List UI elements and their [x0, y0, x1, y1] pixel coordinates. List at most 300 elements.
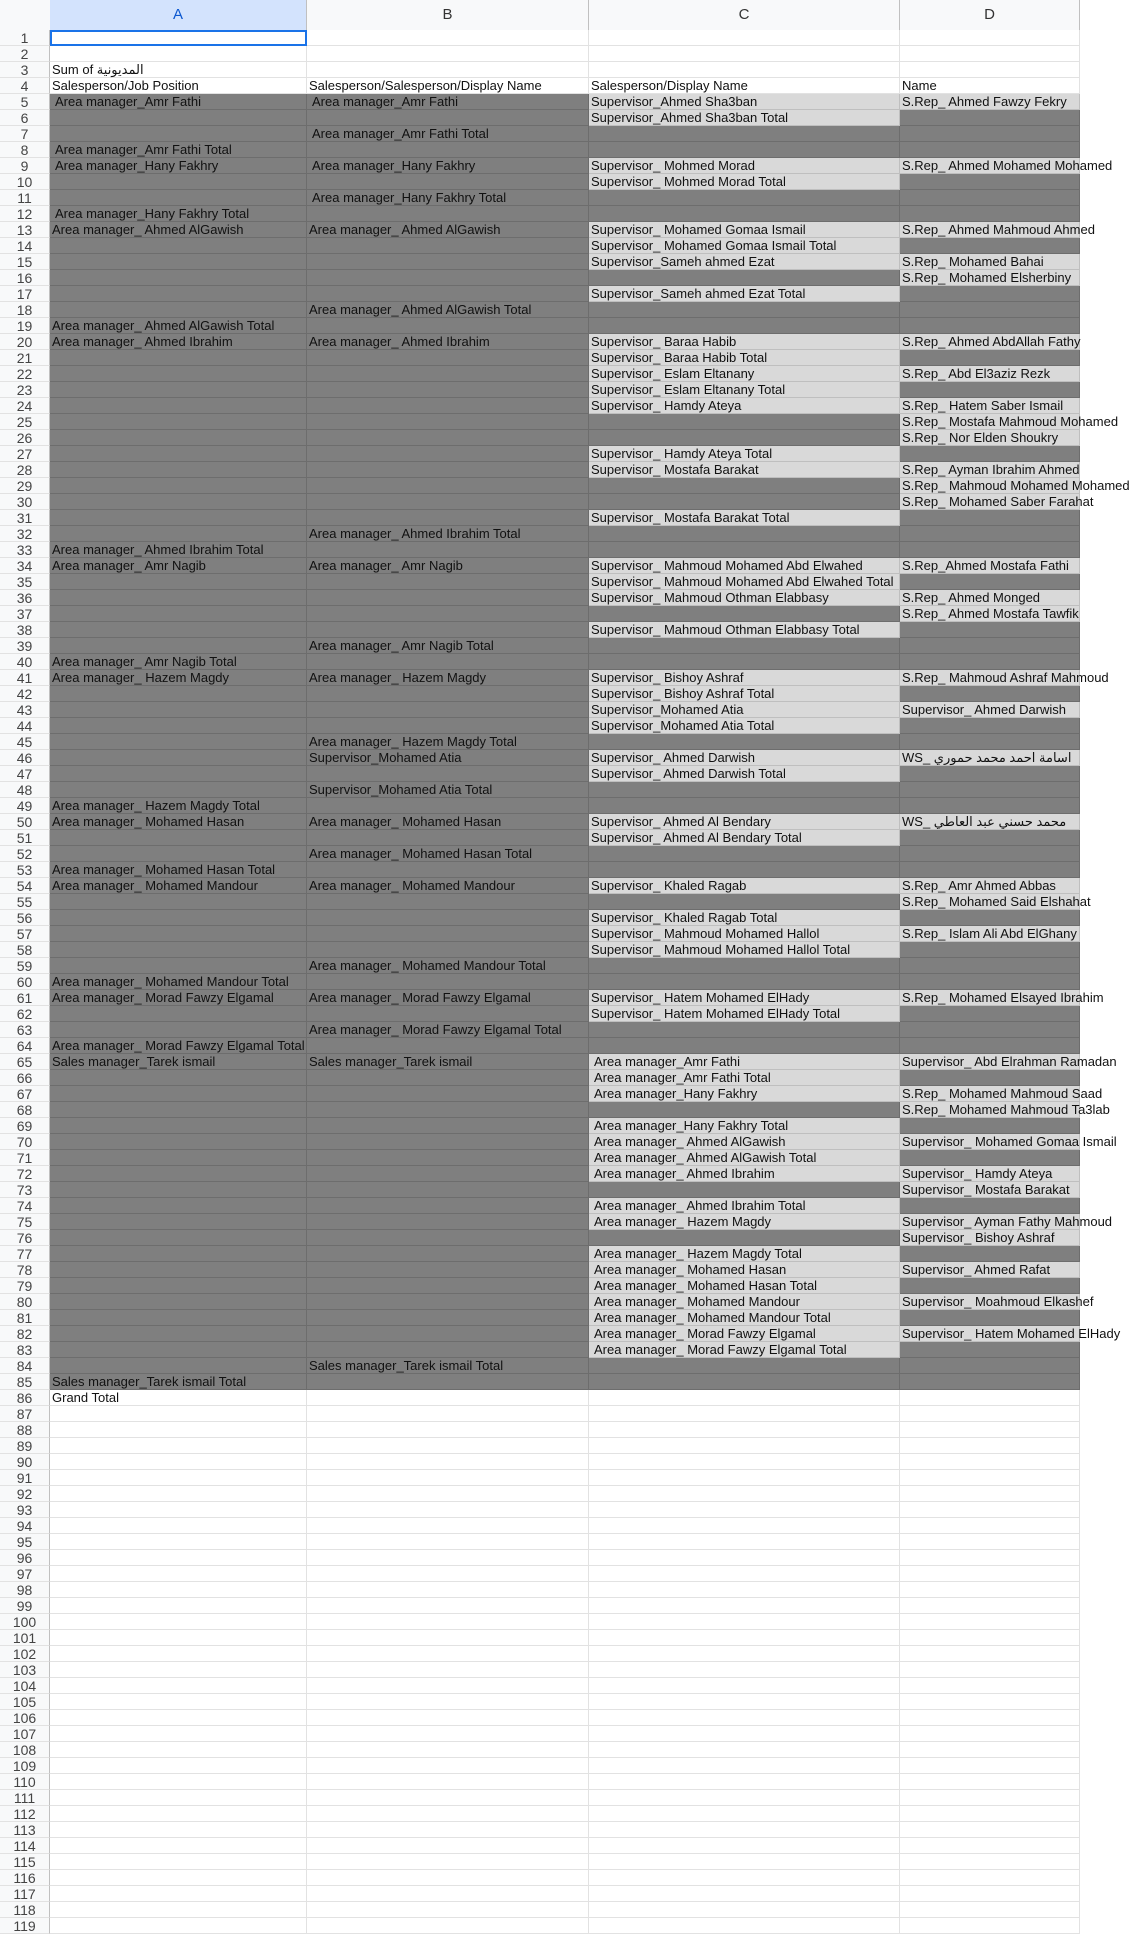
cell-b[interactable] — [307, 1470, 589, 1486]
cell-c[interactable]: Supervisor_ Khaled Ragab — [589, 878, 900, 894]
cell-a[interactable] — [50, 1566, 307, 1582]
cell-c[interactable] — [589, 1646, 900, 1662]
cell-b[interactable] — [307, 1454, 589, 1470]
row-number[interactable]: 88 — [0, 1422, 50, 1438]
cell-a[interactable] — [50, 702, 307, 718]
cell-c[interactable] — [589, 1470, 900, 1486]
cell-d[interactable] — [900, 1278, 1080, 1294]
cell-b[interactable] — [307, 894, 589, 910]
cell-a[interactable] — [50, 1630, 307, 1646]
row-number[interactable]: 5 — [0, 94, 50, 110]
cell-a[interactable] — [50, 190, 307, 206]
cell-a[interactable] — [50, 926, 307, 942]
cell-c[interactable]: Area manager_ Morad Fawzy Elgamal — [589, 1326, 900, 1342]
row-number[interactable]: 99 — [0, 1598, 50, 1614]
cell-b[interactable] — [307, 1630, 589, 1646]
cell-a[interactable]: Area manager_ Ahmed AlGawish Total — [50, 318, 307, 334]
cell-c[interactable] — [589, 1566, 900, 1582]
cell-c[interactable] — [589, 1902, 900, 1918]
cell-d[interactable] — [900, 1582, 1080, 1598]
cell-c[interactable]: Supervisor_ Bishoy Ashraf Total — [589, 686, 900, 702]
cell-a[interactable] — [50, 590, 307, 606]
cell-b[interactable] — [307, 1086, 589, 1102]
cell-c[interactable]: Supervisor_ Mahmoud Mohamed Hallol — [589, 926, 900, 942]
cell-a[interactable] — [50, 1582, 307, 1598]
cell-a[interactable] — [50, 1726, 307, 1742]
cell-b[interactable] — [307, 110, 589, 126]
row-number[interactable]: 62 — [0, 1006, 50, 1022]
cell-c[interactable] — [589, 414, 900, 430]
cell-c[interactable] — [589, 782, 900, 798]
row-number[interactable]: 87 — [0, 1406, 50, 1422]
cell-c[interactable] — [589, 1374, 900, 1390]
row-number[interactable]: 1 — [0, 30, 50, 46]
cell-d[interactable]: Name — [900, 78, 1080, 94]
cell-c[interactable]: Area manager_ Hazem Magdy — [589, 1214, 900, 1230]
cell-d[interactable] — [900, 1566, 1080, 1582]
cell-d[interactable]: S.Rep_ Ahmed Mohamed Mohamed — [902, 158, 1113, 173]
cell-d[interactable] — [900, 1454, 1080, 1470]
cell-c[interactable] — [589, 638, 900, 654]
cell-c[interactable] — [589, 606, 900, 622]
cell-b[interactable] — [307, 270, 589, 286]
row-number[interactable]: 115 — [0, 1854, 50, 1870]
cell-d[interactable]: S.Rep_ Amr Ahmed Abbas — [900, 878, 1080, 894]
cell-c[interactable] — [589, 1758, 900, 1774]
cell-c[interactable] — [589, 270, 900, 286]
row-number[interactable]: 56 — [0, 910, 50, 926]
cell-d[interactable] — [900, 174, 1080, 190]
row-number[interactable]: 45 — [0, 734, 50, 750]
row-number[interactable]: 48 — [0, 782, 50, 798]
cell-b[interactable]: Area manager_ Amr Nagib — [307, 558, 589, 574]
cell-a[interactable]: Area manager_ Ahmed Ibrahim Total — [50, 542, 307, 558]
cell-d[interactable] — [900, 1694, 1080, 1710]
row-number[interactable]: 24 — [0, 398, 50, 414]
cell-d[interactable] — [900, 1310, 1080, 1326]
row-number[interactable]: 53 — [0, 862, 50, 878]
cell-b[interactable] — [307, 910, 589, 926]
cell-a[interactable] — [50, 1790, 307, 1806]
row-number[interactable]: 103 — [0, 1662, 50, 1678]
cell-d[interactable]: Supervisor_ Ahmed Rafat — [900, 1262, 1080, 1278]
cell-b[interactable] — [307, 1150, 589, 1166]
cell-d[interactable] — [900, 734, 1080, 750]
cell-b[interactable] — [307, 1390, 589, 1406]
row-number[interactable]: 14 — [0, 238, 50, 254]
cell-c[interactable]: Supervisor_Ahmed Sha3ban — [589, 94, 900, 110]
cell-d[interactable] — [900, 686, 1080, 702]
cell-a[interactable] — [50, 958, 307, 974]
cell-b[interactable] — [307, 1918, 589, 1934]
cell-c[interactable] — [589, 494, 900, 510]
cell-b[interactable] — [307, 1646, 589, 1662]
cell-b[interactable]: Area manager_ Mohamed Hasan — [307, 814, 589, 830]
cell-c[interactable]: Supervisor_ Eslam Eltanany — [589, 366, 900, 382]
cell-c[interactable] — [589, 1502, 900, 1518]
cell-c[interactable] — [589, 142, 900, 158]
cell-a[interactable] — [50, 1134, 307, 1150]
cell-d[interactable]: Supervisor_ Hatem Mohamed ElHady — [902, 1326, 1121, 1341]
row-number[interactable]: 101 — [0, 1630, 50, 1646]
row-number[interactable]: 110 — [0, 1774, 50, 1790]
cell-a[interactable] — [50, 110, 307, 126]
cell-c[interactable] — [589, 1102, 900, 1118]
row-number[interactable]: 44 — [0, 718, 50, 734]
cell-a[interactable] — [50, 46, 307, 62]
cell-b[interactable]: Area manager_ Hazem Magdy Total — [307, 734, 589, 750]
cell-a[interactable] — [50, 526, 307, 542]
cell-b[interactable] — [307, 62, 589, 78]
cell-a[interactable] — [50, 1438, 307, 1454]
cell-d[interactable] — [900, 1806, 1080, 1822]
cell-d[interactable]: WS_ محمد حسني عبد العاطي — [900, 814, 1080, 830]
cell-a[interactable] — [50, 750, 307, 766]
cell-b[interactable] — [307, 1678, 589, 1694]
row-number[interactable]: 10 — [0, 174, 50, 190]
cell-d[interactable] — [900, 526, 1080, 542]
cell-c[interactable] — [589, 862, 900, 878]
cell-c[interactable]: Area manager_Amr Fathi Total — [589, 1070, 900, 1086]
cell-a[interactable] — [50, 1342, 307, 1358]
cell-c[interactable] — [589, 1630, 900, 1646]
row-number[interactable]: 65 — [0, 1054, 50, 1070]
cell-d[interactable]: Supervisor_ Hamdy Ateya — [900, 1166, 1080, 1182]
cell-a[interactable] — [50, 942, 307, 958]
row-number[interactable]: 38 — [0, 622, 50, 638]
cell-c[interactable]: Area manager_Amr Fathi — [589, 1054, 900, 1070]
cell-c[interactable] — [589, 62, 900, 78]
cell-d[interactable] — [900, 1918, 1080, 1934]
cell-a[interactable] — [50, 1662, 307, 1678]
cell-b[interactable] — [307, 430, 589, 446]
cell-a[interactable]: Salesperson/Job Position — [50, 78, 307, 94]
cell-b[interactable]: Area manager_ Mohamed Mandour — [307, 878, 589, 894]
row-number[interactable]: 108 — [0, 1742, 50, 1758]
row-number[interactable]: 3 — [0, 62, 50, 78]
cell-b[interactable] — [307, 1294, 589, 1310]
cell-b[interactable] — [307, 1838, 589, 1854]
cell-d[interactable] — [900, 1502, 1080, 1518]
cell-a[interactable] — [50, 1182, 307, 1198]
cell-b[interactable] — [307, 1902, 589, 1918]
cell-a[interactable] — [50, 718, 307, 734]
row-number[interactable]: 47 — [0, 766, 50, 782]
cell-a[interactable] — [50, 1886, 307, 1902]
cell-b[interactable]: Sales manager_Tarek ismail Total — [307, 1358, 589, 1374]
row-number[interactable]: 106 — [0, 1710, 50, 1726]
cell-b[interactable]: Area manager_Amr Fathi — [307, 94, 589, 110]
cell-a[interactable] — [50, 1198, 307, 1214]
cell-d[interactable] — [900, 318, 1080, 334]
row-number[interactable]: 18 — [0, 302, 50, 318]
cell-b[interactable] — [307, 1854, 589, 1870]
cell-d[interactable] — [900, 1342, 1080, 1358]
cell-d[interactable]: S.Rep_ Ahmed Mostafa Tawfik — [902, 606, 1079, 621]
cell-a[interactable] — [50, 414, 307, 430]
cell-b[interactable] — [307, 494, 589, 510]
cell-c[interactable] — [589, 1838, 900, 1854]
row-number[interactable]: 43 — [0, 702, 50, 718]
cell-c[interactable] — [589, 30, 900, 46]
cell-c[interactable]: Area manager_ Ahmed Ibrahim Total — [589, 1198, 900, 1214]
cell-d[interactable]: S.Rep_ Hatem Saber Ismail — [900, 398, 1080, 414]
cell-d[interactable]: S.Rep_ Mohamed Said Elshahat — [902, 894, 1091, 909]
row-number[interactable]: 96 — [0, 1550, 50, 1566]
row-number[interactable]: 104 — [0, 1678, 50, 1694]
column-header-a[interactable]: A — [50, 0, 307, 30]
row-number[interactable]: 119 — [0, 1918, 50, 1934]
cell-b[interactable]: Salesperson/Salesperson/Display Name — [307, 78, 589, 94]
cell-b[interactable]: Area manager_ Ahmed AlGawish — [307, 222, 589, 238]
cell-b[interactable]: Area manager_ Mohamed Mandour Total — [307, 958, 589, 974]
cell-b[interactable]: Supervisor_Mohamed Atia — [307, 750, 589, 766]
cell-c[interactable] — [589, 46, 900, 62]
cell-a[interactable] — [50, 1262, 307, 1278]
cell-d[interactable] — [900, 1742, 1080, 1758]
row-number[interactable]: 116 — [0, 1870, 50, 1886]
cell-a[interactable] — [50, 382, 307, 398]
cell-a[interactable] — [50, 638, 307, 654]
cell-d[interactable] — [900, 1374, 1080, 1390]
cell-d[interactable] — [900, 510, 1080, 526]
cell-a[interactable]: Area manager_Hany Fakhry Total — [50, 206, 307, 222]
cell-b[interactable] — [307, 206, 589, 222]
row-number[interactable]: 13 — [0, 222, 50, 238]
cell-a[interactable]: Area manager_ Hazem Magdy — [50, 670, 307, 686]
cell-d[interactable] — [900, 1390, 1080, 1406]
row-number[interactable]: 50 — [0, 814, 50, 830]
row-number[interactable]: 27 — [0, 446, 50, 462]
row-number[interactable]: 34 — [0, 558, 50, 574]
cell-a[interactable] — [50, 30, 307, 46]
cell-a[interactable] — [50, 1406, 307, 1422]
cell-d[interactable]: Supervisor_ Bishoy Ashraf — [900, 1230, 1080, 1246]
cell-a[interactable] — [50, 1550, 307, 1566]
cell-d[interactable]: WS_ اسامة احمد محمد حموري — [900, 750, 1080, 766]
cell-b[interactable] — [307, 1534, 589, 1550]
cell-b[interactable]: Sales manager_Tarek ismail — [307, 1054, 589, 1070]
cell-c[interactable] — [589, 1022, 900, 1038]
cell-a[interactable] — [50, 174, 307, 190]
cell-b[interactable] — [307, 1726, 589, 1742]
select-all-corner[interactable] — [0, 0, 51, 30]
row-number[interactable]: 41 — [0, 670, 50, 686]
cell-b[interactable] — [307, 606, 589, 622]
cell-b[interactable] — [307, 286, 589, 302]
cell-c[interactable] — [589, 1534, 900, 1550]
row-number[interactable]: 25 — [0, 414, 50, 430]
cell-a[interactable] — [50, 1166, 307, 1182]
cell-a[interactable] — [50, 446, 307, 462]
cell-a[interactable] — [50, 1310, 307, 1326]
cell-c[interactable]: Supervisor_ Ahmed Al Bendary — [589, 814, 900, 830]
row-number[interactable]: 107 — [0, 1726, 50, 1742]
cell-b[interactable] — [307, 46, 589, 62]
cell-c[interactable] — [589, 1598, 900, 1614]
cell-b[interactable] — [307, 478, 589, 494]
cell-d[interactable] — [900, 974, 1080, 990]
cell-d[interactable] — [900, 206, 1080, 222]
cell-d[interactable] — [900, 1486, 1080, 1502]
row-number[interactable]: 7 — [0, 126, 50, 142]
cell-d[interactable] — [900, 1758, 1080, 1774]
cell-a[interactable] — [50, 1230, 307, 1246]
cell-b[interactable] — [307, 1662, 589, 1678]
cell-c[interactable] — [589, 1390, 900, 1406]
cell-c[interactable] — [589, 1822, 900, 1838]
cell-a[interactable] — [50, 398, 307, 414]
cell-b[interactable] — [307, 1806, 589, 1822]
cell-c[interactable]: Supervisor_ Bishoy Ashraf — [589, 670, 900, 686]
cell-b[interactable] — [307, 862, 589, 878]
cell-a[interactable] — [50, 286, 307, 302]
cell-c[interactable] — [589, 478, 900, 494]
cell-a[interactable] — [50, 894, 307, 910]
cell-b[interactable] — [307, 926, 589, 942]
cell-a[interactable]: Area manager_ Amr Nagib Total — [50, 654, 307, 670]
cell-c[interactable]: Supervisor_ Baraa Habib — [589, 334, 900, 350]
cell-a[interactable] — [50, 574, 307, 590]
cell-c[interactable] — [589, 1406, 900, 1422]
cell-b[interactable]: Area manager_ Hazem Magdy — [307, 670, 589, 686]
cell-b[interactable] — [307, 686, 589, 702]
row-number[interactable]: 82 — [0, 1326, 50, 1342]
row-number[interactable]: 113 — [0, 1822, 50, 1838]
row-number[interactable]: 71 — [0, 1150, 50, 1166]
cell-c[interactable]: Area manager_ Ahmed AlGawish Total — [589, 1150, 900, 1166]
cell-b[interactable] — [307, 1486, 589, 1502]
cell-b[interactable] — [307, 1182, 589, 1198]
row-number[interactable]: 93 — [0, 1502, 50, 1518]
cell-d[interactable]: S.Rep_ Mahmoud Ashraf Mahmoud — [902, 670, 1109, 685]
cell-c[interactable]: Area manager_ Mohamed Mandour Total — [589, 1310, 900, 1326]
cell-d[interactable] — [900, 574, 1080, 590]
cell-c[interactable]: Supervisor_ Mahmoud Mohamed Abd Elwahed — [589, 558, 900, 574]
cell-c[interactable]: Supervisor_Sameh ahmed Ezat Total — [589, 286, 900, 302]
cell-d[interactable] — [900, 1646, 1080, 1662]
cell-d[interactable]: S.Rep_ Mohamed Mahmoud Saad — [902, 1086, 1103, 1101]
cell-b[interactable]: Area manager_Amr Fathi Total — [307, 126, 589, 142]
cell-c[interactable]: Supervisor_ Mostafa Barakat Total — [589, 510, 900, 526]
row-number[interactable]: 79 — [0, 1278, 50, 1294]
cell-d[interactable] — [900, 1630, 1080, 1646]
row-number[interactable]: 61 — [0, 990, 50, 1006]
cell-c[interactable] — [589, 1358, 900, 1374]
cell-c[interactable] — [589, 1230, 900, 1246]
cell-d[interactable]: Supervisor_ Mostafa Barakat — [900, 1182, 1080, 1198]
row-number[interactable]: 112 — [0, 1806, 50, 1822]
cell-d[interactable] — [900, 782, 1080, 798]
row-number[interactable]: 100 — [0, 1614, 50, 1630]
row-number[interactable]: 29 — [0, 478, 50, 494]
row-number[interactable]: 40 — [0, 654, 50, 670]
cell-d[interactable] — [900, 846, 1080, 862]
cell-d[interactable]: Supervisor_ Abd Elrahman Ramadan — [902, 1054, 1117, 1069]
row-number[interactable]: 19 — [0, 318, 50, 334]
cell-a[interactable]: Area manager_ Morad Fawzy Elgamal — [50, 990, 307, 1006]
cell-a[interactable]: Grand Total — [50, 1390, 307, 1406]
cell-d[interactable] — [900, 1662, 1080, 1678]
cell-b[interactable] — [307, 1710, 589, 1726]
cell-a[interactable] — [50, 1006, 307, 1022]
row-number[interactable]: 51 — [0, 830, 50, 846]
cell-b[interactable] — [307, 398, 589, 414]
cell-b[interactable] — [307, 702, 589, 718]
cell-a[interactable] — [50, 366, 307, 382]
cell-d[interactable] — [900, 190, 1080, 206]
cell-d[interactable] — [900, 1678, 1080, 1694]
cell-d[interactable]: S.Rep_ Ayman Ibrahim Ahmed — [902, 462, 1080, 477]
cell-d[interactable] — [900, 286, 1080, 302]
row-number[interactable]: 85 — [0, 1374, 50, 1390]
cell-c[interactable] — [589, 1182, 900, 1198]
cell-d[interactable] — [900, 542, 1080, 558]
cell-b[interactable] — [307, 142, 589, 158]
row-number[interactable]: 57 — [0, 926, 50, 942]
cell-d[interactable] — [900, 654, 1080, 670]
cell-c[interactable]: Supervisor_ Mahmoud Othman Elabbasy — [589, 590, 900, 606]
cell-a[interactable] — [50, 830, 307, 846]
cell-c[interactable] — [589, 1790, 900, 1806]
row-number[interactable]: 73 — [0, 1182, 50, 1198]
row-number[interactable]: 55 — [0, 894, 50, 910]
cell-a[interactable] — [50, 782, 307, 798]
cell-a[interactable] — [50, 1598, 307, 1614]
cell-b[interactable] — [307, 1406, 589, 1422]
cell-a[interactable] — [50, 1614, 307, 1630]
row-number[interactable]: 9 — [0, 158, 50, 174]
cell-c[interactable]: Area manager_Hany Fakhry — [589, 1086, 900, 1102]
cell-d[interactable]: S.Rep_ Mohamed Bahai — [900, 254, 1080, 270]
cell-c[interactable] — [589, 654, 900, 670]
row-number[interactable]: 102 — [0, 1646, 50, 1662]
cell-b[interactable] — [307, 1822, 589, 1838]
cell-b[interactable] — [307, 1246, 589, 1262]
cell-b[interactable] — [307, 1598, 589, 1614]
cell-a[interactable]: Area manager_ Mohamed Hasan — [50, 814, 307, 830]
cell-d[interactable]: S.Rep_ Ahmed AbdAllah Fathy — [902, 334, 1081, 349]
cell-b[interactable] — [307, 942, 589, 958]
row-number[interactable]: 74 — [0, 1198, 50, 1214]
cell-c[interactable]: Supervisor_ Eslam Eltanany Total — [589, 382, 900, 398]
cell-a[interactable] — [50, 686, 307, 702]
row-number[interactable]: 52 — [0, 846, 50, 862]
cell-b[interactable] — [307, 446, 589, 462]
cell-c[interactable] — [589, 798, 900, 814]
cell-d[interactable] — [900, 1422, 1080, 1438]
cell-a[interactable] — [50, 1470, 307, 1486]
cell-a[interactable] — [50, 1870, 307, 1886]
cell-b[interactable] — [307, 1438, 589, 1454]
cell-a[interactable]: Area manager_Hany Fakhry — [50, 158, 307, 174]
cell-c[interactable]: Salesperson/Display Name — [589, 78, 900, 94]
cell-c[interactable]: Supervisor_ Ahmed Darwish Total — [589, 766, 900, 782]
cell-c[interactable] — [589, 526, 900, 542]
row-number[interactable]: 22 — [0, 366, 50, 382]
cell-c[interactable]: Supervisor_ Hamdy Ateya Total — [589, 446, 900, 462]
cell-b[interactable] — [307, 30, 589, 46]
cell-c[interactable]: Supervisor_ Mohamed Gomaa Ismail — [589, 222, 900, 238]
cell-b[interactable] — [307, 254, 589, 270]
row-number[interactable]: 118 — [0, 1902, 50, 1918]
cell-b[interactable] — [307, 574, 589, 590]
cell-b[interactable] — [307, 830, 589, 846]
cell-d[interactable] — [900, 1550, 1080, 1566]
cell-d[interactable]: S.Rep_ Islam Ali Abd ElGhany — [900, 926, 1080, 942]
row-number[interactable]: 54 — [0, 878, 50, 894]
cell-b[interactable] — [307, 1102, 589, 1118]
